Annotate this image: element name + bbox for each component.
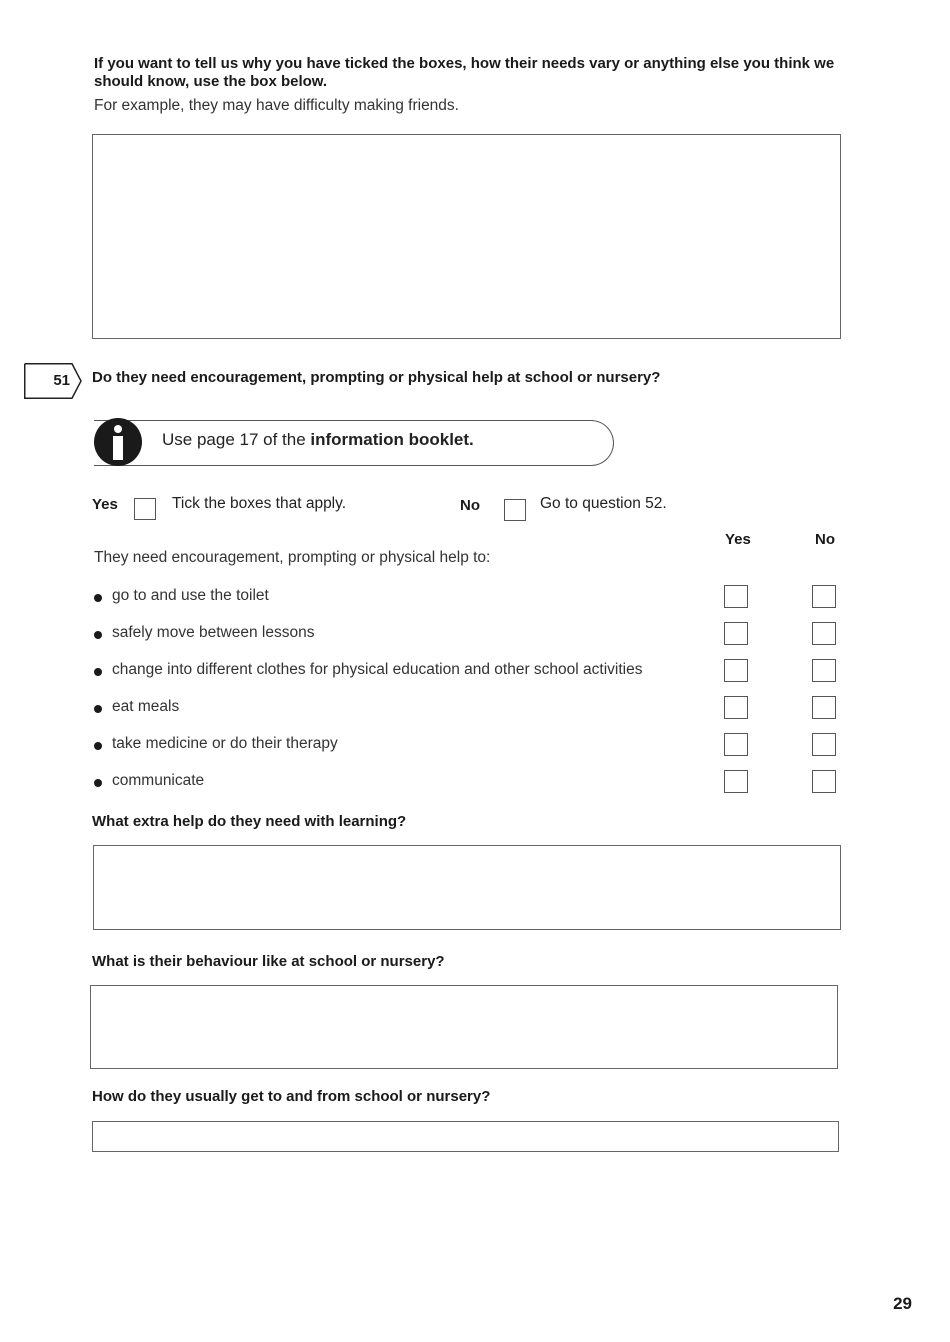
row-yes-checkbox[interactable]	[724, 622, 748, 645]
list-item	[94, 659, 854, 685]
row-no-checkbox[interactable]	[812, 659, 836, 682]
row-no-checkbox[interactable]	[812, 733, 836, 756]
row-no-checkbox[interactable]	[812, 585, 836, 608]
column-yes-heading: Yes	[725, 531, 751, 548]
list-item	[94, 770, 854, 796]
info-booklet-link: information booklet.	[310, 430, 474, 449]
explanation-example: For example, they may have difficulty making friends.	[94, 97, 459, 114]
list-item-label: eat meals	[112, 698, 180, 715]
learning-textbox[interactable]	[93, 845, 841, 930]
yes-checkbox[interactable]	[134, 498, 156, 520]
transport-input[interactable]	[92, 1121, 839, 1152]
info-prefix: Use page 17 of the	[162, 430, 311, 449]
list-item	[94, 733, 854, 759]
no-label: No	[460, 497, 480, 514]
row-yes-checkbox[interactable]	[724, 659, 748, 682]
bullet-icon	[94, 631, 102, 639]
page-number: 29	[893, 1294, 912, 1313]
bullet-icon	[94, 779, 102, 787]
help-list-lead: They need encouragement, prompting or physical help to:	[94, 549, 491, 566]
no-checkbox[interactable]	[504, 499, 526, 521]
yes-label: Yes	[92, 496, 118, 513]
info-icon	[94, 418, 142, 466]
transport-question: How do they usually get to and from school or nursery?	[92, 1088, 491, 1105]
row-no-checkbox[interactable]	[812, 622, 836, 645]
list-item-label: communicate	[112, 772, 205, 789]
question-number-tag	[24, 363, 82, 399]
question-number: 51	[53, 372, 70, 389]
explanation-textbox[interactable]	[92, 134, 841, 339]
list-item	[94, 585, 854, 611]
list-item-label: safely move between lessons	[112, 624, 315, 641]
learning-question: What extra help do they need with learning?	[92, 813, 407, 830]
bullet-icon	[94, 594, 102, 602]
list-item	[94, 696, 854, 722]
explanation-prompt: If you want to tell us why you have ticked the boxes, how their needs vary or anything else you think we should know, use the box below.	[94, 55, 835, 90]
row-yes-checkbox[interactable]	[724, 696, 748, 719]
column-no-heading: No	[815, 531, 835, 548]
row-yes-checkbox[interactable]	[724, 733, 748, 756]
bullet-icon	[94, 705, 102, 713]
row-yes-checkbox[interactable]	[724, 770, 748, 793]
bullet-icon	[94, 668, 102, 676]
row-no-checkbox[interactable]	[812, 770, 836, 793]
row-yes-checkbox[interactable]	[724, 585, 748, 608]
bullet-icon	[94, 742, 102, 750]
list-item	[94, 622, 854, 648]
yes-instruction: Tick the boxes that apply.	[172, 495, 347, 512]
list-item-label: take medicine or do their therapy	[112, 735, 338, 752]
list-item-label: go to and use the toilet	[112, 587, 269, 604]
behaviour-textbox[interactable]	[90, 985, 838, 1069]
row-no-checkbox[interactable]	[812, 696, 836, 719]
info-text	[162, 430, 474, 450]
behaviour-question: What is their behaviour like at school or nursery?	[92, 953, 445, 970]
no-instruction: Go to question 52.	[540, 495, 667, 512]
question-title: Do they need encouragement, prompting or physical help at school or nursery?	[92, 369, 661, 386]
list-item-label: change into different clothes for physical education and other school activities	[112, 661, 643, 678]
